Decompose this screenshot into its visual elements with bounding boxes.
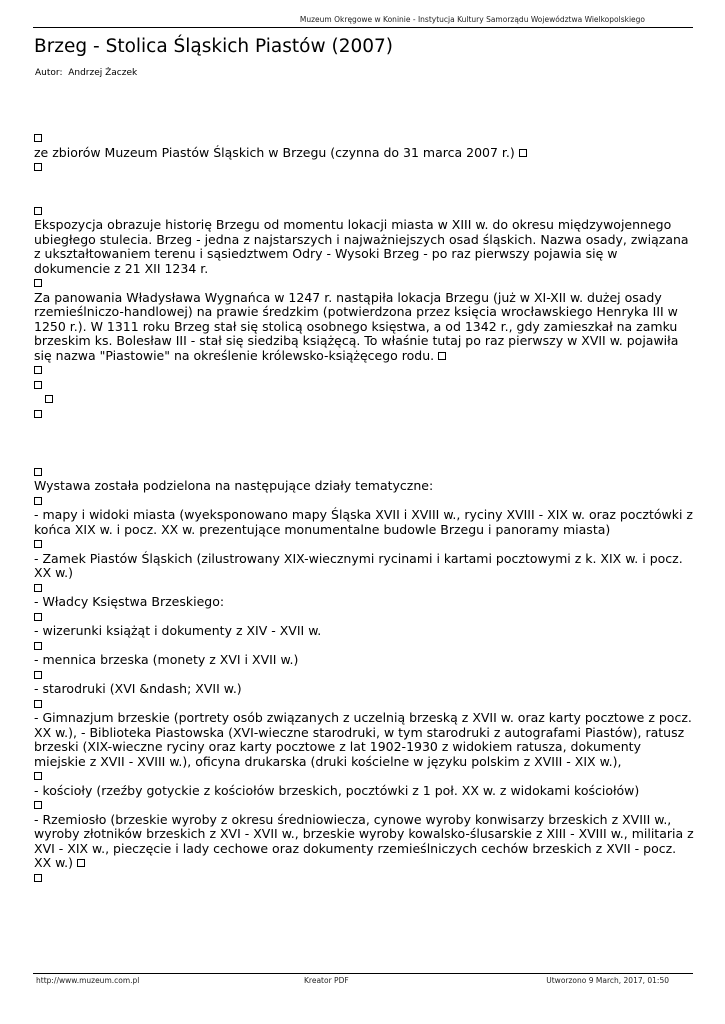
list-item: - Władcy Księstwa Brzeskiego: (34, 594, 225, 609)
missing-glyph-icon (34, 381, 42, 389)
footer-generator: Kreator PDF (304, 976, 349, 985)
missing-glyph-icon (34, 366, 42, 374)
author-line (35, 68, 137, 78)
missing-glyph-icon (519, 149, 527, 157)
author-label: Autor: (35, 68, 63, 78)
footer-created-date: Utworzono 9 March, 2017, 01:50 (546, 976, 669, 985)
missing-glyph-icon (34, 163, 42, 171)
header-organization: Muzeum Okręgowe w Koninie - Instytucja Kultury Samorządu Województwa Wielkopolskiego (299, 15, 645, 24)
article-body (34, 131, 696, 885)
missing-glyph-icon (45, 395, 53, 403)
missing-glyph-icon (34, 642, 42, 650)
missing-glyph-icon (34, 497, 42, 505)
missing-glyph-icon (34, 613, 42, 621)
missing-glyph-icon (34, 134, 42, 142)
list-item: - mennica brzeska (monety z XVI i XVII w.) (34, 652, 299, 667)
list-item: - wizerunki książąt i dokumenty z XIV - XVII w. (34, 623, 322, 638)
missing-glyph-icon (34, 874, 42, 882)
missing-glyph-icon (34, 700, 42, 708)
missing-glyph-icon (34, 772, 42, 780)
paragraph-exposition: Ekspozycja obrazuje historię Brzegu od momentu lokacji miasta w XIII w. do okresu międzywojennego ubiegłego stulecia. Brzeg - jedna z najstarszych i najważniejszych osad śląskich. Nazwa osady, związana z ukształtowaniem terenu i sąsiedztwem Odry - Wysoki Brzeg - po raz pierwszy pojawia się w dokumencie z 21 XII 1234 r. (34, 217, 689, 276)
missing-glyph-icon (77, 859, 85, 867)
list-item: - Gimnazjum brzeskie (portrety osób związanych z uczelnią brzeską z XVII w. oraz karty pocztowe z pocz. XX w.), - Biblioteka Piastowska (XVI-wieczne starodruki, w tym starodruki z autografami Piastów), ratusz brzeski (XIX-wieczne ryciny oraz karty pocztowe z lat 1902-1930 z widokiem ratusza, dokumenty miejskie z XVII - XVIII w.), oficyna drukarska (druki kościelne w języku polskim z XVIII - XIX w.), (34, 710, 692, 769)
sections-intro: Wystawa została podzielona na następujące działy tematyczne: (34, 478, 434, 493)
missing-glyph-icon (34, 468, 42, 476)
list-item: - Zamek Piastów Śląskich (zilustrowany XIX-wiecznymi rycinami i kartami pocztowymi z k. XIX w. i pocz. XX w.) (34, 550, 683, 580)
page-title: Brzeg - Stolica Śląskich Piastów (2007) (34, 36, 394, 57)
list-item: - mapy i widoki miasta (wyeksponowano mapy Śląska XVII i XVIII w., ryciny XVIII - XIX w. oraz pocztówki z końca XIX w. i pocz. XX w. prezentujące monumentalne budowle Brzegu i panoramy miasta) (34, 507, 693, 537)
missing-glyph-icon (34, 279, 42, 287)
missing-glyph-icon (34, 584, 42, 592)
missing-glyph-icon (438, 352, 446, 360)
missing-glyph-icon (34, 207, 42, 215)
source-note: ze zbiorów Muzeum Piastów Śląskich w Brzegu (czynna do 31 marca 2007 r.) (34, 144, 515, 160)
header-divider (33, 27, 693, 28)
missing-glyph-icon (34, 671, 42, 679)
missing-glyph-icon (34, 801, 42, 809)
missing-glyph-icon (34, 540, 42, 548)
paragraph-history: Za panowania Władysława Wygnańca w 1247 r. nastąpiła lokacja Brzegu (już w XI-XII w. dużej osady rzemieślniczo-handlowej) na prawie średzkim (potwierdzona przez księcia wrocławskiego Henryka III w 1250 r.). W 1311 roku Brzeg stał się stolicą osobnego księstwa, a od 1342 r., gdy zamieszkał na zamku brzeskim ks. Bolesław III - stał się siedzibą książęcą. To właśnie tutaj po raz pierwszy w XVII w. pojawiła się nazwa "Piastowie" na określenie królewsko-książęcego rodu. (34, 289, 679, 363)
list-item: - starodruki (XVI &ndash; XVII w.) (34, 681, 242, 696)
author-name: Andrzej Żaczek (68, 68, 138, 78)
list-item: - kościoły (rzeźby gotyckie z kościołów brzeskich, pocztówki z 1 poł. XX w. z widokami kościołów) (34, 782, 640, 798)
missing-glyph-icon (34, 410, 42, 418)
list-item: - Rzemiosło (brzeskie wyroby z okresu średniowiecza, cynowe wyroby konwisarzy brzeskich z XVIII w., wyroby złotników brzeskich z XVI - XVII w., brzeskie wyroby kowalsko-ślusarskie z XIII - XVIII w., militaria z XVI - XIX w., pieczęcie i lady cechowe oraz dokumenty rzemieślniczych cechów brzeskich z XVII - pocz. XX w.) (34, 811, 694, 870)
footer-divider (33, 973, 693, 974)
footer-url-link[interactable]: http://www.muzeum.com.pl (36, 976, 140, 985)
